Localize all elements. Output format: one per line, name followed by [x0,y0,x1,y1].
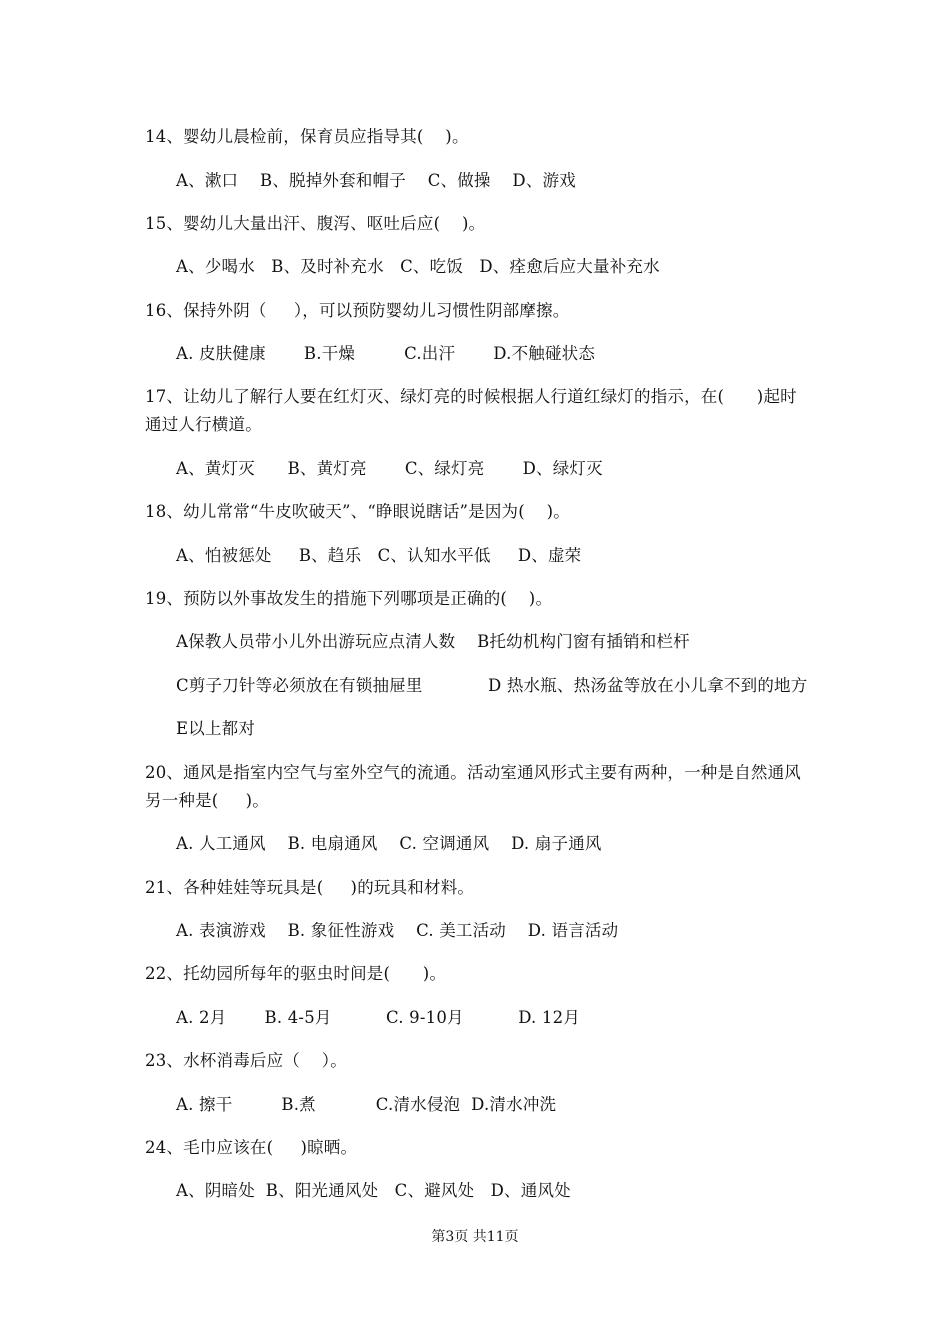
question-16-options: A. 皮肤健康 B.干燥 C.出汗 D.不触碰状态 [176,344,596,363]
question-17: 17、让幼儿了解行人要在红灯灭、绿灯亮的时候根据人行道红绿灯的指示，在( )起时 [145,387,797,406]
question-24: 24、毛巾应该在( )晾晒。 [145,1138,358,1157]
question-17-options: A、黄灯灭 B、黄灯亮 C、绿灯亮 D、绿灯灭 [176,459,603,478]
question-21: 21、各种娃娃等玩具是( )的玩具和材料。 [145,878,475,897]
question-20: 20、通风是指室内空气与室外空气的流通。活动室通风形式主要有两种，一种是自然通风 [145,763,801,782]
question-22: 22、托幼园所每年的驱虫时间是( )。 [145,964,447,983]
question-19-option-ab: A保教人员带小儿外出游玩应点清人数 B托幼机构门窗有插销和栏杆 [176,632,690,651]
question-19: 19、预防以外事故发生的措施下列哪项是正确的( )。 [145,589,553,608]
question-17-continued: 通过人行横道。 [145,415,262,434]
question-18-options: A、怕被惩处 B、趋乐 C、认知水平低 D、虚荣 [176,546,582,565]
question-14: 14、婴幼儿晨检前，保育员应指导其( )。 [145,127,469,146]
question-24-options: A、阴暗处 B、阳光通风处 C、避风处 D、通风处 [176,1181,571,1200]
question-20-options: A. 人工通风 B. 电扇通风 C. 空调通风 D. 扇子通风 [176,834,602,853]
question-15-options: A、少喝水 B、及时补充水 C、吃饭 D、痊愈后应大量补充水 [176,257,660,276]
question-15: 15、婴幼儿大量出汗、腹泻、呕吐后应( )。 [145,214,486,233]
question-16: 16、保持外阴（ ），可以预防婴幼儿习惯性阴部摩擦。 [145,301,570,320]
question-14-options: A、漱口 B、脱掉外套和帽子 C、做操 D、游戏 [176,171,576,190]
question-19-option-e: E以上都对 [176,719,256,738]
page-footer: 第3页 共11页 [431,1229,519,1245]
question-22-options: A. 2月 B. 4-5月 C. 9-10月 D. 12月 [176,1008,581,1027]
question-23: 23、水杯消毒后应（ ）。 [145,1051,347,1070]
question-21-options: A. 表演游戏 B. 象征性游戏 C. 美工活动 D. 语言活动 [176,921,619,940]
question-18: 18、幼儿常常“牛皮吹破天”、“睁眼说瞎话”是因为( )。 [145,502,570,521]
question-23-options: A. 擦干 B.煮 C.清水侵泡 D.清水冲洗 [176,1095,557,1114]
question-19-option-cd: C剪子刀针等必须放在有锁抽屉里 D 热水瓶、热汤盆等放在小儿拿不到的地方 [176,676,808,695]
question-20-continued: 另一种是( )。 [145,791,269,810]
